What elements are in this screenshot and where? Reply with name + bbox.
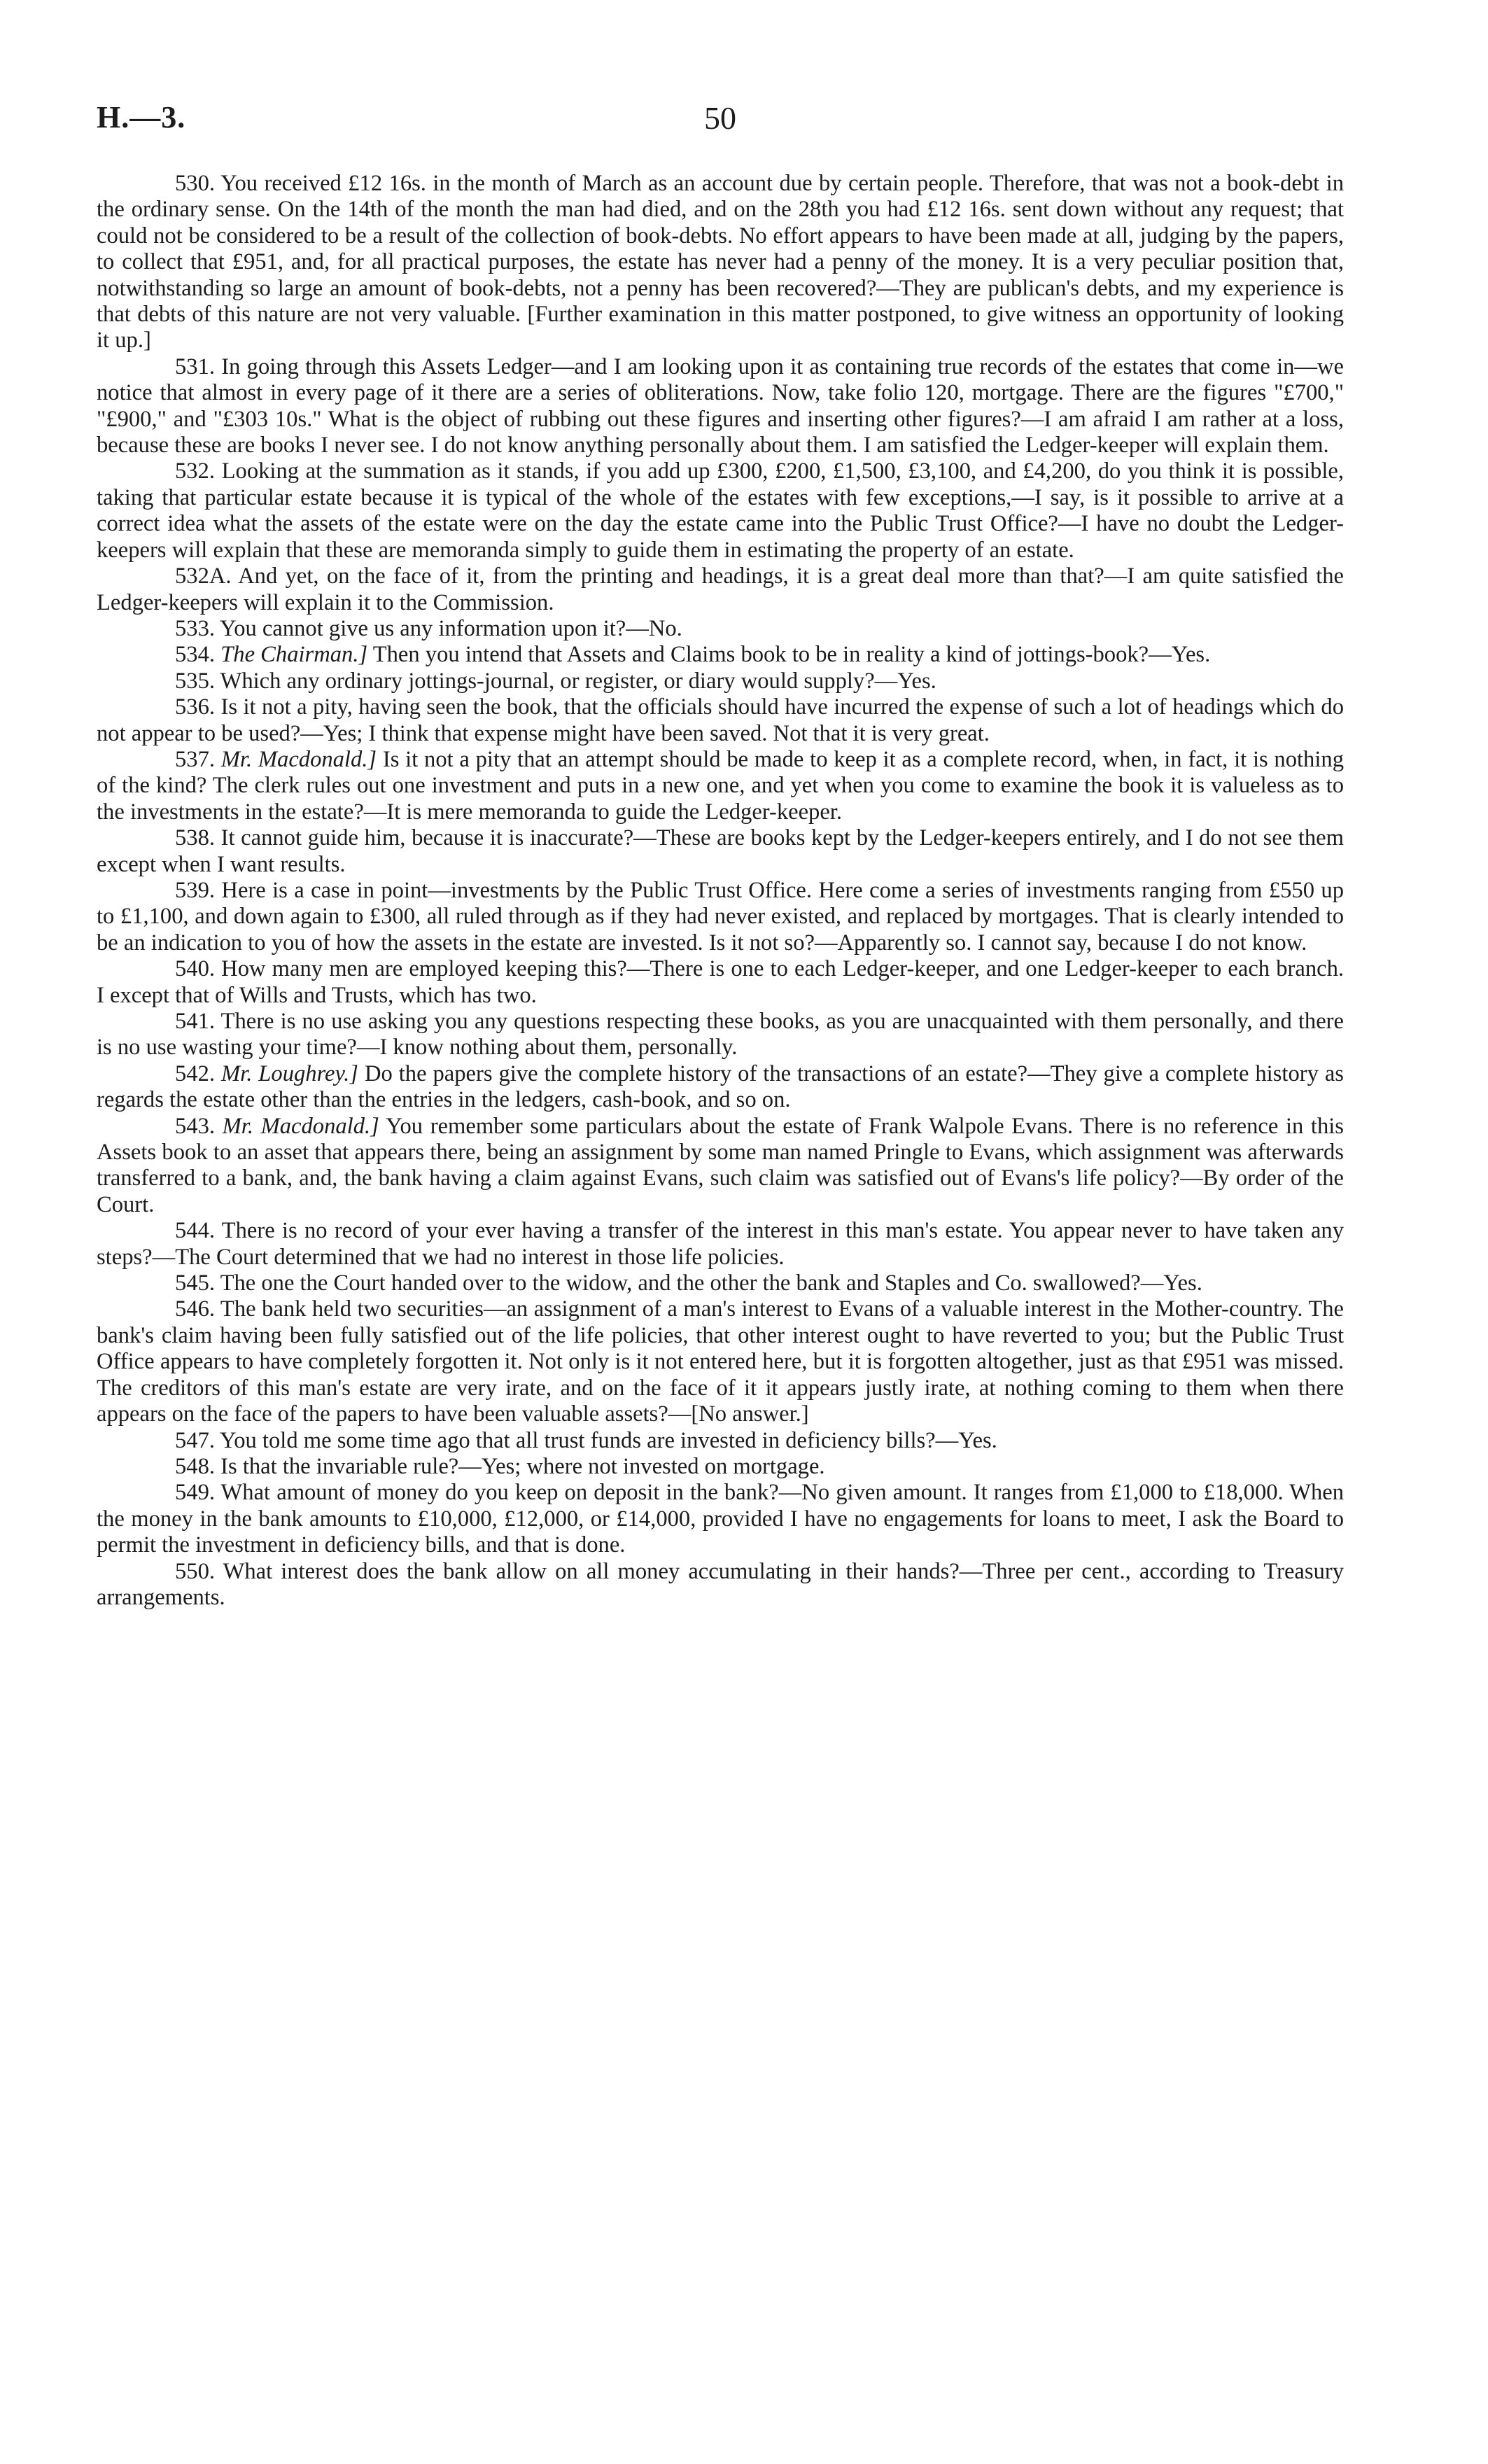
paragraph-542 [97,1061,1344,1114]
paragraph-549 [97,1480,1344,1558]
paragraph-text: 546. The bank held two securities—an assignment of a man's interest to Evans of a valuable interest in the Mother-country. The bank's claim having been fully satisfied out of the life policies, that other interest ought to have reverted to you; but the Public Trust Office appears to have completely forgotten it. Not only is it not entered here, but it is forgotten altogether, just as that £951 was missed. The creditors of this man's estate are very irate, and on the face of it it appears justly irate, at nothing coming to them when there appears on the face of the papers to have been valuable assets?—[No answer.] [97,1296,1344,1427]
paragraph-text: 544. There is no record of your ever having a transfer of the interest in this man's estate. You appear never to have taken any steps?—The Court determined that we had no interest in those life policies. [97,1218,1344,1270]
question-number: 537. [175,746,216,772]
paragraph-text: 548. Is that the invariable rule?—Yes; where not invested on mortgage. [175,1453,825,1479]
paragraph-540 [97,956,1344,1009]
paragraph-text: 539. Here is a case in point—investments by the Public Trust Office. Here come a series of investments ranging from £550 up to £1,100, and down again to £300, all ruled through as if they had never existed, and replaced by mortgages. That is clearly intended to be an indication to you of how the assets in the estate are invested. Is it not so?—Apparently so. I cannot say, because I do not know. [97,877,1344,955]
question-number: 534. [175,642,216,668]
paragraph-544 [97,1218,1344,1270]
paragraph-539 [97,878,1344,956]
paragraph-text: 547. You told me some time ago that all trust funds are invested in deficiency bills?—Yes. [175,1427,997,1453]
paragraph-text: 530. You received £12 16s. in the month of March as an account due by certain people. Therefore, that was not a book-debt in the ordinary sense. On the 14th of the month the man had died, and on the 28th you had £12 16s. sent down without any request; that could not be considered to be a result of the collection of book-debts. No effort appears to have been made at all, judging by the papers, to collect that £951, and, for all practical purposes, the estate has never had a penny of the money. It is a very peculiar position that, notwithstanding so large an amount of book-debts, not a penny has been recovered?—They are publican's debts, and my experience is that debts of this nature are not very valuable. [Further examination in this matter postponed, to give witness an opportunity of looking it up.] [97,171,1344,354]
paragraph-538 [97,825,1344,878]
paragraph-536 [97,694,1344,747]
paragraph-530 [97,171,1344,354]
paragraph-550 [97,1559,1344,1611]
paragraph-text: 545. The one the Court handed over to the widow, and the other the bank and Staples and Co. swallowed?—Yes. [175,1270,1202,1296]
paragraph-text: Do the papers give the complete history of the transactions of an estate?—They give a complete history as regards the estate other than the entries in the ledgers, cash-book, and so on. [97,1060,1344,1113]
paragraph-text: 538. It cannot guide him, because it is inaccurate?—These are books kept by the Ledger-keepers entirely, and I do not see them except when I want results. [97,825,1344,877]
paragraph-text: Then you intend that Assets and Claims book to be in reality a kind of jottings-book?—Yes. [372,642,1211,668]
question-number: 543. [175,1113,216,1139]
page-number: 50 [704,100,736,136]
page-header [97,99,1344,141]
paragraph-text: 536. Is it not a pity, having seen the book, that the officials should have incurred the expense of such a lot of headings which do not appear to be used?—Yes; I think that expense might have been saved. Not that it is very great. [97,694,1344,746]
speaker-name: Mr. Macdonald.] [220,746,377,772]
paragraph-537 [97,747,1344,825]
speaker-name: Mr. Macdonald.] [222,1113,379,1139]
speaker-name: The Chairman.] [220,642,368,668]
paragraph-547 [97,1428,1344,1454]
paragraph-text: 532. Looking at the summation as it stands, if you add up £300, £200, £1,500, £3,100, and £4,200, do you think it is possible, taking that particular estate because it is typical of the whole of the estates with few exceptions,—I say, is it possible to arrive at a correct idea what the assets of the estate were on the day the estate came into the Public Trust Office?—I have no doubt the Ledger-keepers will explain that these are memoranda simply to guide them in estimating the property of an estate. [97,458,1344,563]
paragraph-535 [97,668,1344,694]
paragraph-532a [97,564,1344,616]
document-reference: H.—3. [97,100,186,134]
paragraph-text: 550. What interest does the bank allow on all money accumulating in their hands?—Three per cent., according to Treasury arrangements. [97,1558,1344,1610]
paragraph-534 [97,642,1344,668]
question-number: 542. [175,1060,216,1086]
paragraph-545 [97,1270,1344,1296]
paragraph-text: 531. In going through this Assets Ledger—and I am looking upon it as containing true records of the estates that come in—we notice that almost in every page of it there are a series of obliterations. Now, take folio 120, mortgage. There are the figures "£700," "£900," and "£303 10s." What is the object of rubbing out these figures and inserting other figures?—I am afraid I am rather at a loss, because these are books I never see. I do not know anything personally about them. I am satisfied the Ledger-keeper will explain them. [97,354,1344,458]
paragraph-text: 549. What amount of money do you keep on deposit in the bank?—No given amount. It ranges from £1,000 to £18,000. When the money in the bank amounts to £10,000, £12,000, or £14,000, provided I have no engagements for loans to meet, I ask the Board to permit the investment in deficiency bills, and that is done. [97,1480,1344,1558]
paragraph-text: 533. You cannot give us any information upon it?—No. [175,615,682,641]
speaker-name: Mr. Loughrey.] [220,1060,358,1086]
paragraph-text: 532A. And yet, on the face of it, from the printing and headings, it is a great deal more than that?—I am quite satisfied the Ledger-keepers will explain it to the Commission. [97,564,1344,615]
paragraph-text: 541. There is no use asking you any questions respecting these books, as you are unacquainted with them personally, and there is no use wasting your time?—I know nothing about them, personally. [97,1009,1344,1060]
paragraph-533 [97,616,1344,642]
paragraph-548 [97,1454,1344,1480]
evidence-text [97,171,1344,1611]
paragraph-532 [97,458,1344,564]
paragraph-541 [97,1009,1344,1061]
paragraph-543 [97,1114,1344,1219]
paragraph-text: You remember some particulars about the estate of Frank Walpole Evans. There is no reference in this Assets book to an asset that appears there, being an assignment by some man named Pringle to Evans, which assignment was afterwards transferred to a bank, and, the bank having a claim against Evans, such claim was satisfied out of Evans's life policy?—By order of the Court. [97,1113,1344,1217]
paragraph-text: 540. How many men are employed keeping this?—There is one to each Ledger-keeper, and one Ledger-keeper to each branch. I except that of Wills and Trusts, which has two. [97,956,1344,1008]
paragraph-text: Is it not a pity that an attempt should be made to keep it as a complete record, when, in fact, it is nothing of the kind? The clerk rules out one investment and puts in a new one, and yet when you come to examine the book it is valueless as to the investments in the estate?—It is mere memoranda to guide the Ledger-keeper. [97,746,1344,825]
paragraph-546 [97,1296,1344,1427]
paragraph-text: 535. Which any ordinary jottings-journal, or register, or diary would supply?—Yes. [175,668,936,694]
paragraph-531 [97,354,1344,459]
